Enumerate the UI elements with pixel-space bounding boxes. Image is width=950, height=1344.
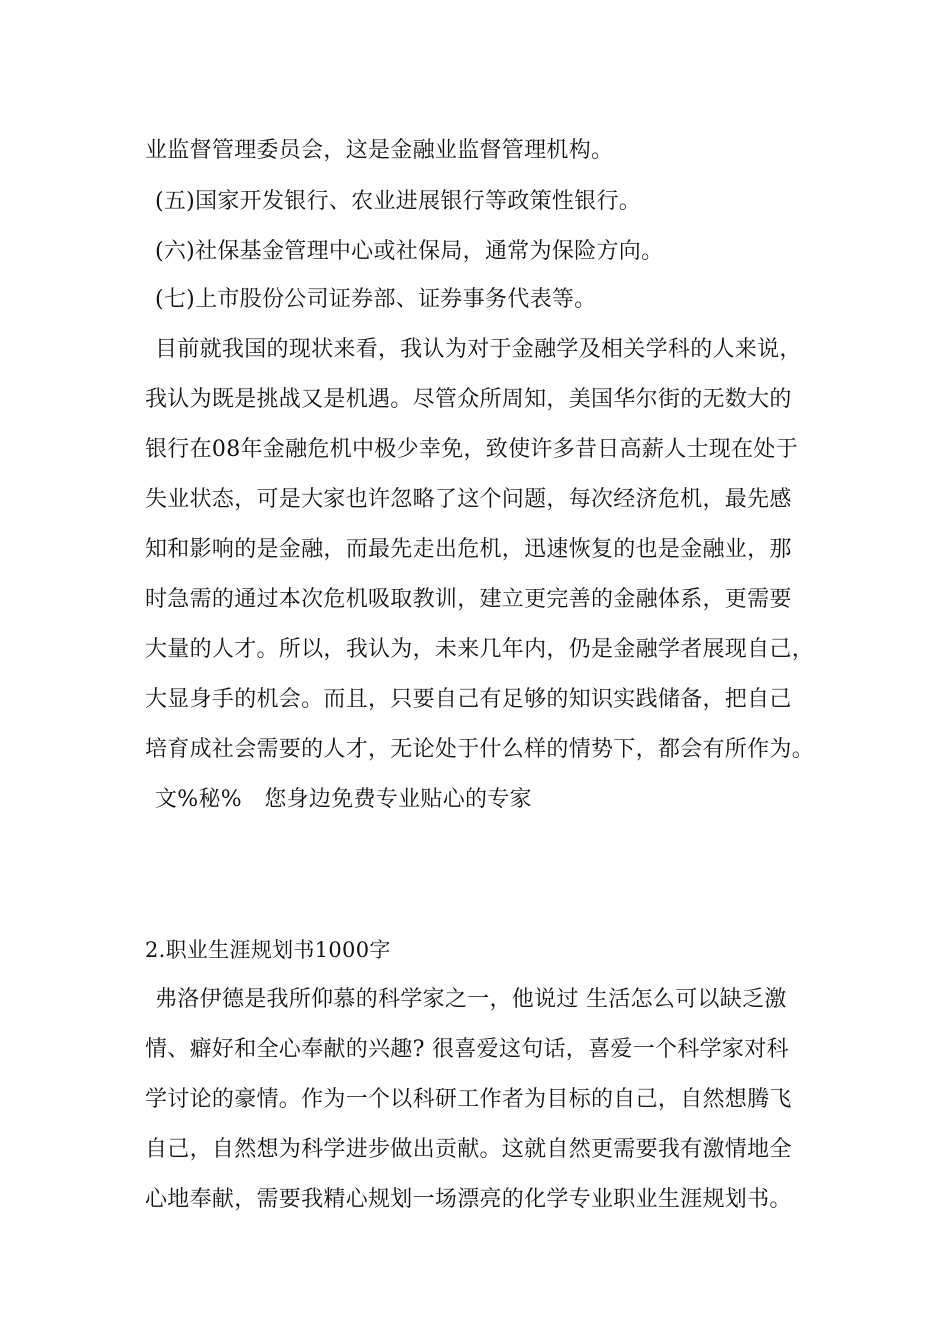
- paragraph-line: 失业状态，可是大家也许忽略了这个问题，每次经济危机，最先感: [145, 487, 792, 512]
- paragraph-line: 学讨论的豪情。作为一个以科研工作者为目标的自己，自然想腾飞: [145, 1087, 792, 1112]
- list-item-7: (七)上市股份公司证券部、证券事务代表等。: [155, 287, 597, 312]
- paragraph-line: 大显身手的机会。而且，只要自己有足够的知识实践储备，把自己: [145, 687, 792, 712]
- paragraph-line: 弗洛伊德是我所仰慕的科学家之一，他说过 生活怎么可以缺乏激: [155, 987, 787, 1012]
- paragraph-line: 知和影响的是金融，而最先走出危机，迅速恢复的也是金融业，那: [145, 537, 792, 562]
- paragraph-line: 情、癖好和全心奉献的兴趣? 很喜爱这句话，喜爱一个科学家对科: [145, 1037, 789, 1062]
- text-line: 业监督管理委员会，这是金融业监督管理机构。: [145, 138, 614, 163]
- list-item-6: (六)社保基金管理中心或社保局，通常为保险方向。: [155, 239, 664, 264]
- section-heading: 2.职业生涯规划书1000字: [145, 938, 391, 962]
- paragraph-line: 银行在08年金融危机中极少幸免，致使许多昔日高薪人士现在处于: [145, 437, 798, 462]
- watermark-line: 文%秘% 您身边免费专业贴心的专家: [155, 787, 532, 812]
- paragraph-line: 时急需的通过本次危机吸取教训，建立更完善的金融体系，更需要: [145, 587, 792, 612]
- paragraph-line: 大量的人才。所以，我认为，未来几年内，仍是金融学者展现自己，: [145, 637, 815, 662]
- paragraph-line: 目前就我国的现状来看，我认为对于金融学及相关学科的人来说，: [155, 337, 802, 362]
- paragraph-line: 我认为既是挑战又是机遇。尽管众所周知，美国华尔街的无数大的: [145, 387, 792, 412]
- list-item-5: (五)国家开发银行、农业进展银行等政策性银行。: [155, 189, 642, 214]
- paragraph-line: 培育成社会需要的人才，无论处于什么样的情势下，都会有所作为。: [145, 737, 815, 762]
- paragraph-line: 心地奉献，需要我精心规划一场漂亮的化学专业职业生涯规划书。: [145, 1187, 792, 1212]
- paragraph-line: 自己，自然想为科学进步做出贡献。这就自然更需要我有激情地全: [145, 1137, 792, 1162]
